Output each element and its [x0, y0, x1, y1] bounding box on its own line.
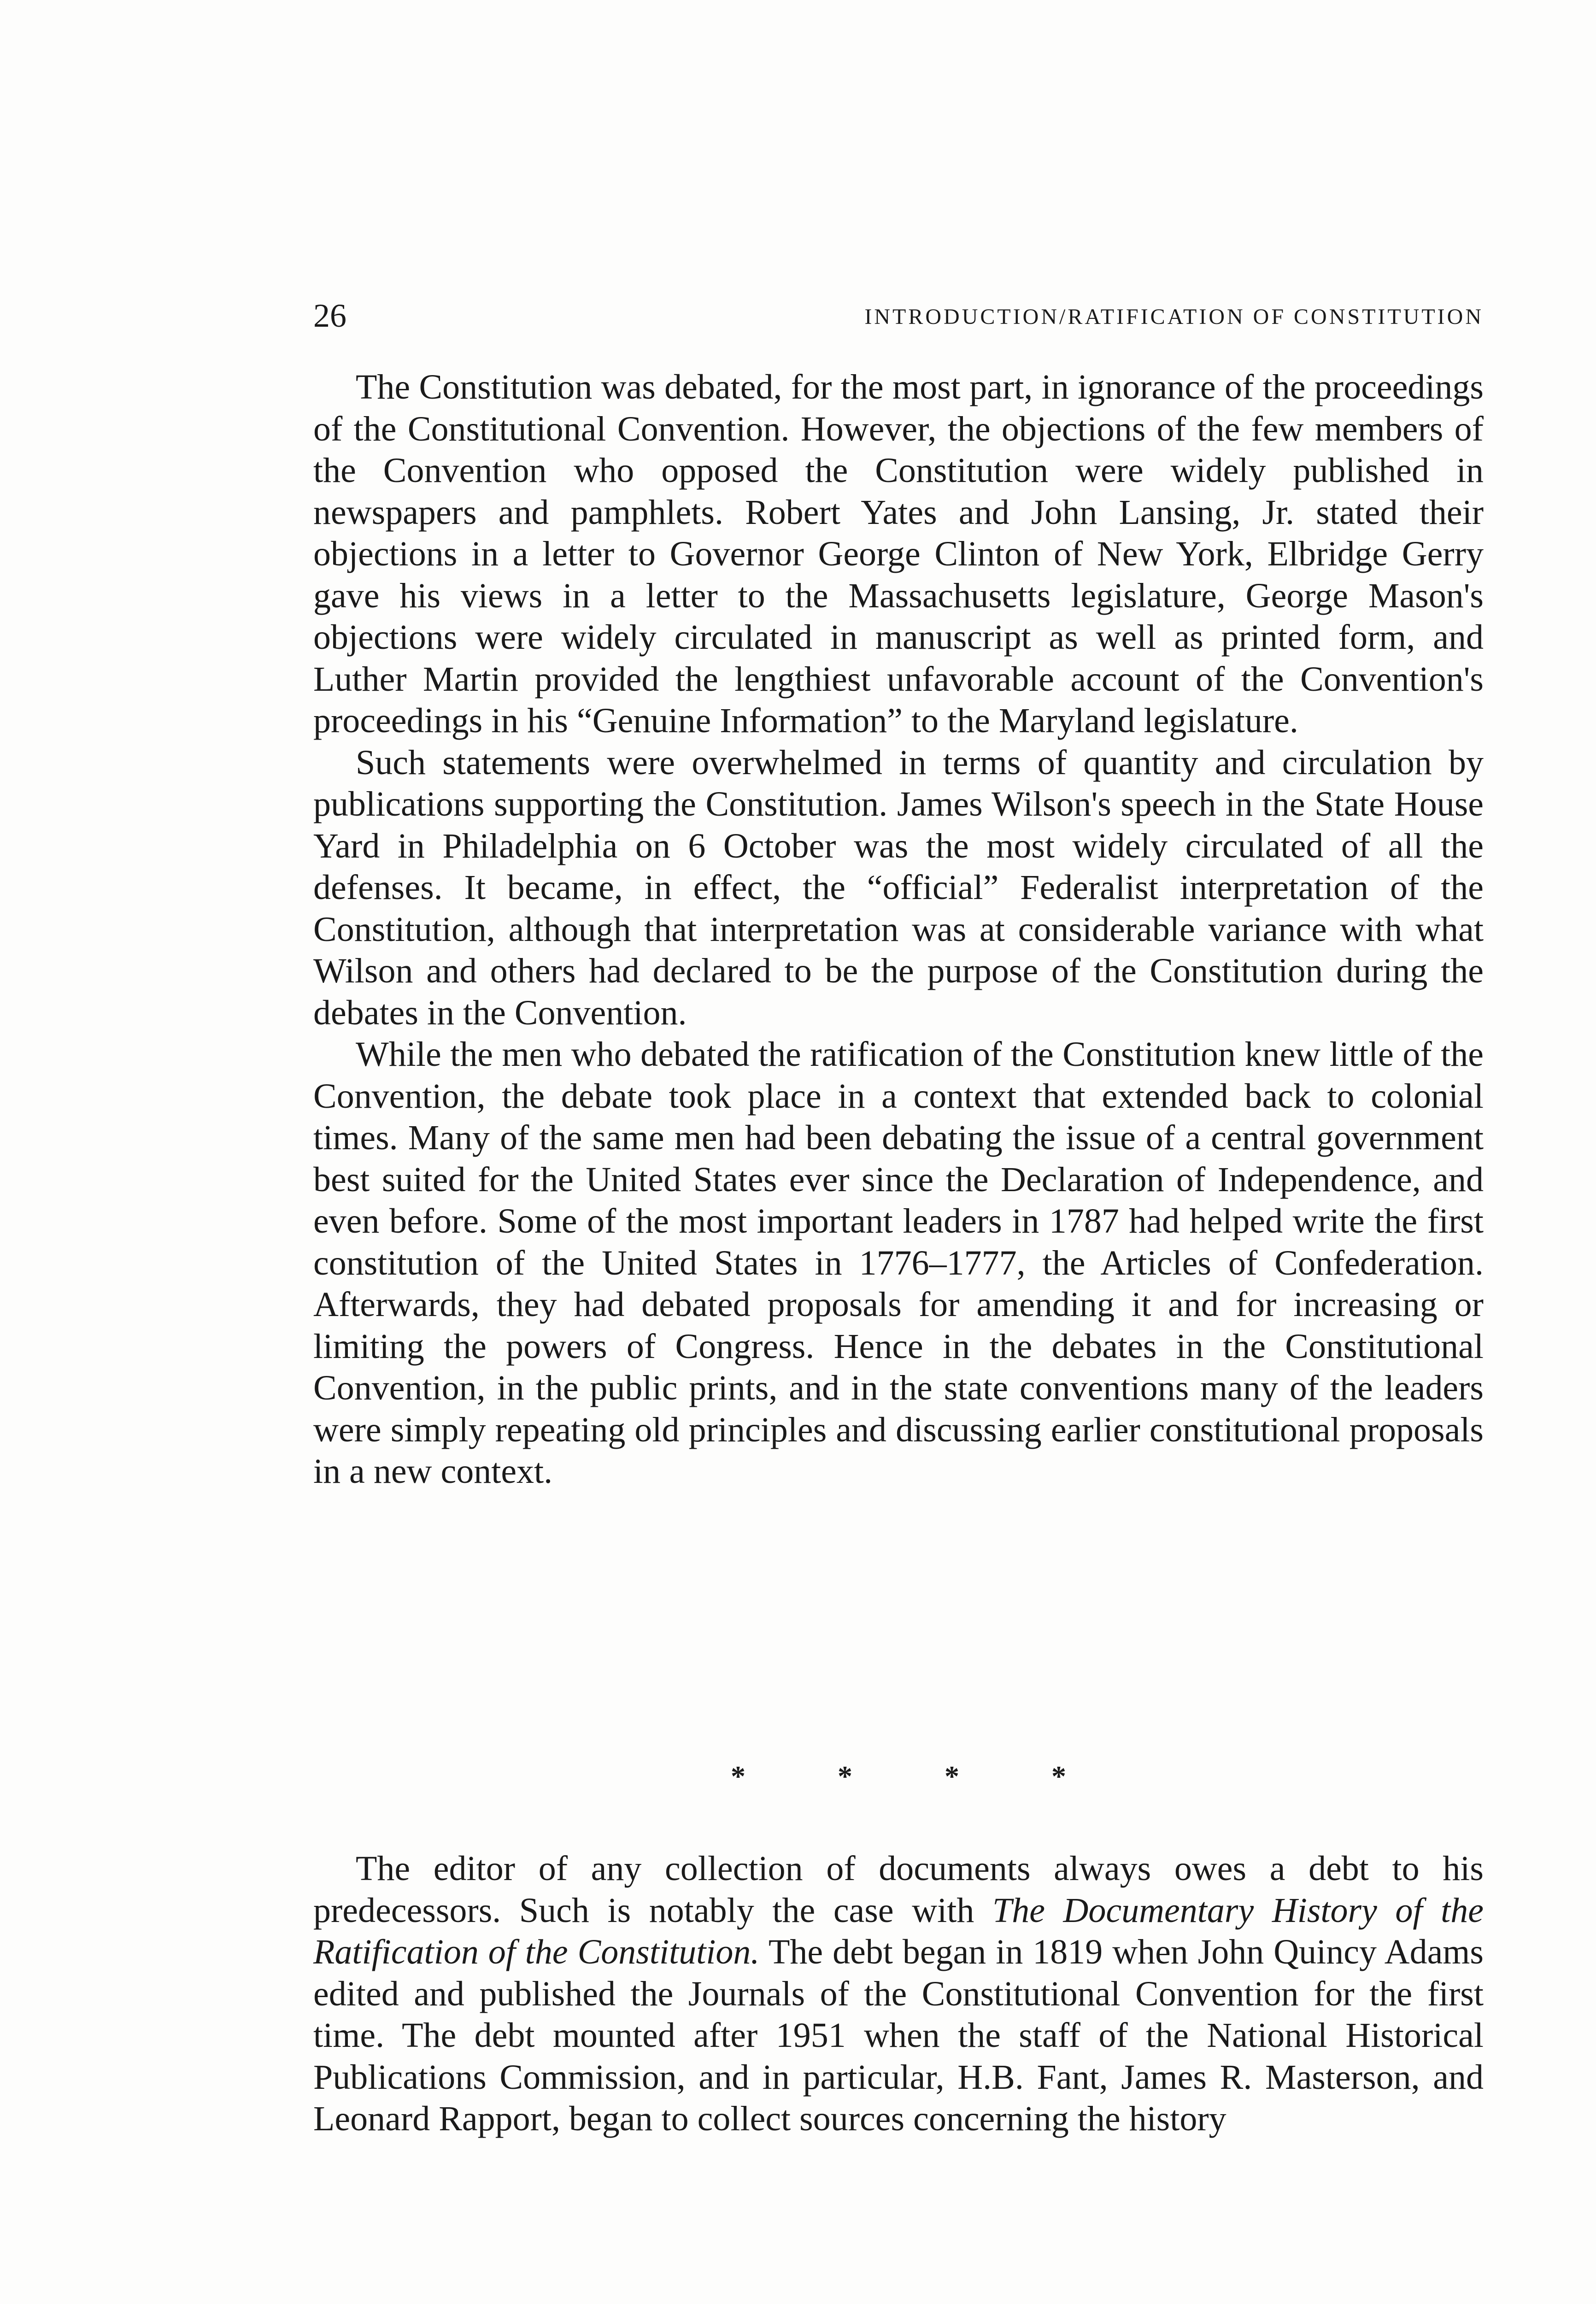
paragraph-text: The editor of any collection of documents always owes a debt to his predecessors. Such is notably the case with	[313, 1849, 1484, 1930]
body-text	[313, 366, 1484, 1493]
paragraph	[313, 1848, 1484, 2140]
book-title: The Documentary History of the Ratification of the Constitution.	[313, 1891, 1484, 1971]
body-text-continued	[313, 1848, 1484, 2140]
separator-asterisk: *	[731, 1760, 745, 1793]
paragraph: While the men who debated the ratification of the Constitution knew little of the Convention, the debate took place in a context that extended back to colonial times. Many of the same men had been debating the issue of a central government best suited for the United States ever since the Declaration of Independence, and even before. Some of the most important leaders in 1787 had helped write the first constitution of the United States in 1776–1777, the Articles of Confederation. Afterwards, they had debated proposals for amending it and for increasing or limiting the powers of Congress. Hence in the debates in the Constitutional Convention, in the public prints, and in the state conventions many of the leaders were simply repeating old principles and discussing earlier constitutional proposals in a new context.	[313, 1035, 1484, 1491]
separator-asterisk: *	[1051, 1760, 1066, 1793]
paragraph-text: The debt began in 1819 when John Quincy Adams edited and published the Journals of the Constitutional Convention for the first time. The debt mounted after 1951 when the staff of the National Historical Publications Commission, and in particular, H.B. Fant, James R. Masterson, and Leonard Rapport, began to collect sources concerning the history	[313, 1933, 1484, 2138]
paragraph: Such statements were overwhelmed in terms of quantity and circulation by publications supporting the Constitution. James Wilson's speech in the State House Yard in Philadelphia on 6 October was the most widely circulated of all the defenses. It became, in effect, the “official” Federalist interpretation of the Constitution, although that interpretation was at considerable variance with what Wilson and others had declared to be the purpose of the Constitution during the debates in the Convention.	[313, 743, 1484, 1032]
separator-asterisk: *	[838, 1760, 852, 1793]
running-head: INTRODUCTION/RATIFICATION OF CONSTITUTION	[864, 305, 1484, 329]
page-header	[313, 295, 1484, 336]
separator-asterisk: *	[945, 1760, 959, 1793]
page-number: 26	[313, 297, 346, 334]
paragraph: The Constitution was debated, for the most part, in ignorance of the proceedings of the Constitutional Convention. However, the objections of the few members of the Convention who opposed the Constitution were widely published in newspapers and pamphlets. Robert Yates and John Lansing, Jr. stated their objections in a letter to Governor George Clinton of New York, Elbridge Gerry gave his views in a letter to the Massachusetts legislature, George Mason's objections were widely circulated in manuscript as well as printed form, and Luther Martin provided the lengthiest unfavorable account of the Convention's proceedings in his “Genuine Information” to the Maryland legislature.	[313, 368, 1484, 740]
section-separator	[313, 1753, 1484, 1799]
